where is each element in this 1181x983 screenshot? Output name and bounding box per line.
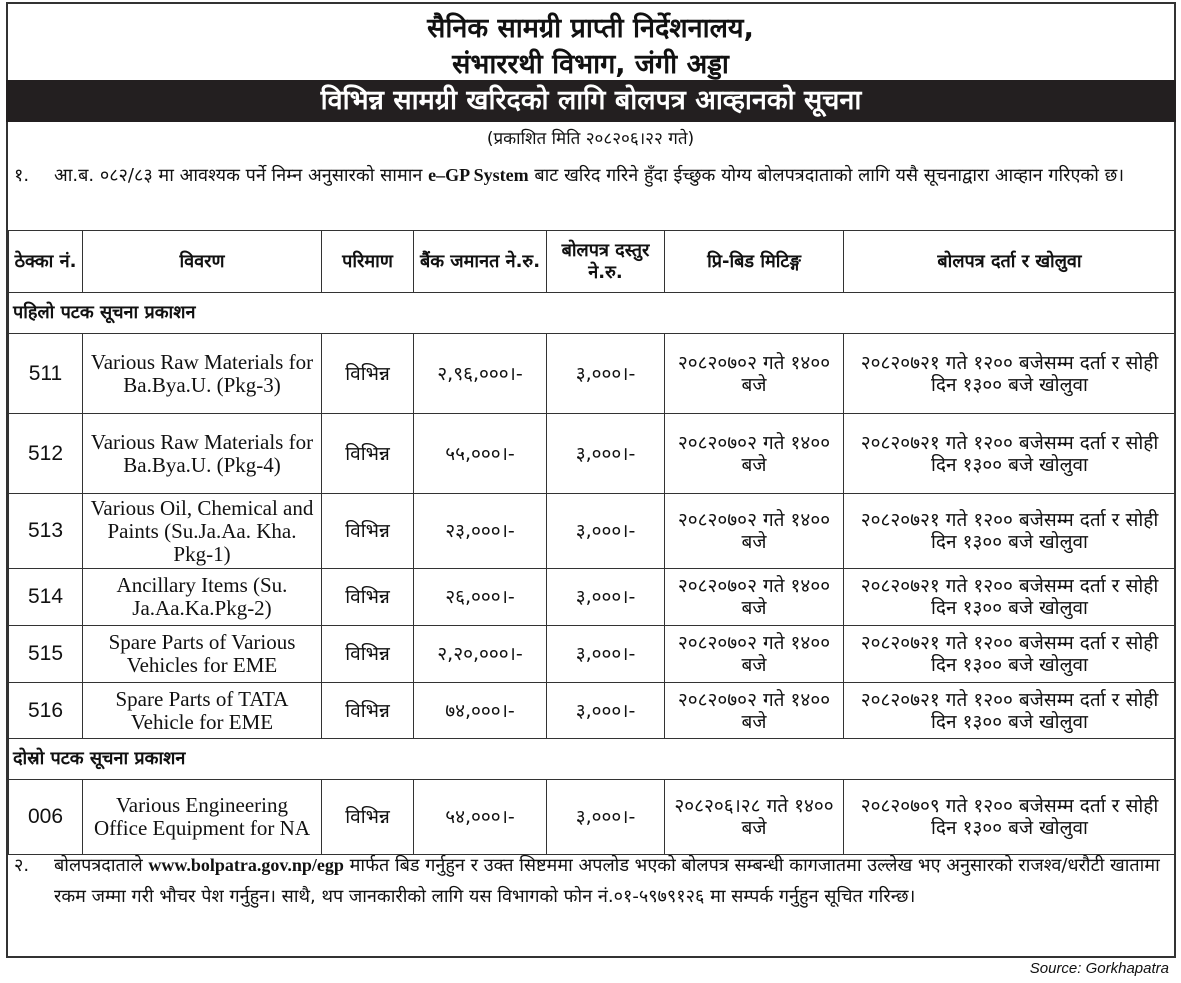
cell-no: 513 bbox=[9, 494, 83, 569]
cell-bank: ७४,०००।- bbox=[414, 683, 547, 739]
cell-qty: विभिन्न bbox=[322, 334, 414, 414]
published-date: (प्रकाशित मिति २०८२०६।२२ गते) bbox=[486, 129, 695, 149]
cell-fee: ३,०००।- bbox=[547, 334, 665, 414]
cell-open: २०८२०७२१ गते १२०० बजेसम्म दर्ता र सोही दिन १३०० बजे खोलुवा bbox=[844, 626, 1176, 683]
cell-desc: Various Engineering Office Equipment for NA bbox=[83, 780, 322, 855]
table-row bbox=[9, 494, 1176, 569]
cell-open: २०८२०७२१ गते १२०० बजेसम्म दर्ता र सोही दिन १३०० बजे खोलुवा bbox=[844, 683, 1176, 739]
cell-desc: Various Raw Materials for Ba.Bya.U. (Pkg-4) bbox=[83, 414, 322, 494]
cell-qty: विभिन्न bbox=[322, 626, 414, 683]
cell-prebid: २०८२०७०२ गते १४०० बजे bbox=[665, 569, 844, 626]
cell-open: २०८२०७२१ गते १२०० बजेसम्म दर्ता र सोही दिन १३०० बजे खोलुवा bbox=[844, 569, 1176, 626]
cell-no: 006 bbox=[9, 780, 83, 855]
cell-bank: ५४,०००।- bbox=[414, 780, 547, 855]
cell-desc: Ancillary Items (Su. Ja.Aa.Ka.Pkg-2) bbox=[83, 569, 322, 626]
cell-qty: विभिन्न bbox=[322, 494, 414, 569]
cell-prebid: २०८२०७०२ गते १४०० बजे bbox=[665, 626, 844, 683]
cell-open: २०८२०७२१ गते १२०० बजेसम्म दर्ता र सोही दिन १३०० बजे खोलुवा bbox=[844, 414, 1176, 494]
cell-no: 514 bbox=[9, 569, 83, 626]
cell-fee: ३,०००।- bbox=[547, 780, 665, 855]
cell-prebid: २०८२०७०२ गते १४०० बजे bbox=[665, 334, 844, 414]
cell-fee: ३,०००।- bbox=[547, 683, 665, 739]
section-first: पहिलो पटक सूचना प्रकाशन bbox=[9, 293, 1176, 334]
cell-prebid: २०८२०७०२ गते १४०० बजे bbox=[665, 494, 844, 569]
table-row bbox=[9, 626, 1176, 683]
section-second: दोस्रो पटक सूचना प्रकाशन bbox=[9, 739, 1176, 780]
table-row bbox=[9, 414, 1176, 494]
cell-fee: ३,०००।- bbox=[547, 494, 665, 569]
table-row bbox=[9, 569, 1176, 626]
table-row bbox=[9, 780, 1176, 855]
cell-no: 516 bbox=[9, 683, 83, 739]
cell-qty: विभिन्न bbox=[322, 683, 414, 739]
cell-fee: ३,०००।- bbox=[547, 414, 665, 494]
cell-bank: ५५,०००।- bbox=[414, 414, 547, 494]
cell-fee: ३,०००।- bbox=[547, 569, 665, 626]
cell-fee: ३,०००।- bbox=[547, 626, 665, 683]
cell-prebid: २०८२०७०२ गते १४०० बजे bbox=[665, 683, 844, 739]
cell-desc: Various Raw Materials for Ba.Bya.U. (Pkg-3) bbox=[83, 334, 322, 414]
cell-no: 515 bbox=[9, 626, 83, 683]
source-credit: Source: Gorkhapatra bbox=[1029, 960, 1169, 977]
paragraph-1: १. आ.ब. ०८२/८३ मा आवश्यक पर्ने निम्न अनुसारको सामान e–GP System बाट खरिद गरिने हुँदा ईच्छुक योग्य बोलपत्रदाताको लागि यसै सूचनाद्वारा आव्हान गरिएको छ। bbox=[14, 165, 1125, 186]
table-header: ठेक्का नं. विवरण परिमाण बैंक जमानत ने.रु. बोलपत्र दस्तुर ने.रु. प्रि-बिड मिटिङ्ग बोलपत्र दर्ता र खोलुवा bbox=[9, 231, 1176, 293]
cell-bank: २३,०००।- bbox=[414, 494, 547, 569]
cell-prebid: २०८२०६।२८ गते १४०० बजे bbox=[665, 780, 844, 855]
cell-open: २०८२०७२१ गते १२०० बजेसम्म दर्ता र सोही दिन १३०० बजे खोलुवा bbox=[844, 334, 1176, 414]
cell-bank: २,९६,०००।- bbox=[414, 334, 547, 414]
cell-no: 512 bbox=[9, 414, 83, 494]
notice-title: विभिन्न सामग्री खरिदको लागि बोलपत्र आव्हानको सूचना bbox=[6, 80, 1176, 122]
cell-no: 511 bbox=[9, 334, 83, 414]
cell-desc: Spare Parts of TATA Vehicle for EME bbox=[83, 683, 322, 739]
cell-open: २०८२०७०९ गते १२०० बजेसम्म दर्ता र सोही दिन १३०० बजे खोलुवा bbox=[844, 780, 1176, 855]
table-row bbox=[9, 334, 1176, 414]
cell-qty: विभिन्न bbox=[322, 414, 414, 494]
cell-desc: Various Oil, Chemical and Paints (Su.Ja.Aa. Kha. Pkg-1) bbox=[83, 494, 322, 569]
cell-bank: २,२०,०००।- bbox=[414, 626, 547, 683]
org-department: संभाररथी विभाग, जंगी अड्डा bbox=[452, 49, 729, 80]
cell-open: २०८२०७२१ गते १२०० बजेसम्म दर्ता र सोही दिन १३०० बजे खोलुवा bbox=[844, 494, 1176, 569]
paragraph-2: २. बोलपत्रदाताले www.bolpatra.gov.np/egp मार्फत बिड गर्नुहुन र उक्त सिष्टममा अपलोड भएको बोलपत्र सम्बन्धी कागजातमा उल्लेख भए अनुसारको राजश्व/धरौटी खातामा रकम जम्मा गरी भौचर पेश गर्नुहुन। साथै, थप जानकारीको लागि यस विभागको फोन नं.०१-५९७९१२६ मा सम्पर्क गर्नुहुन सूचित गरिन्छ। bbox=[14, 855, 1160, 907]
cell-bank: २६,०००।- bbox=[414, 569, 547, 626]
tender-table bbox=[8, 230, 1176, 855]
cell-prebid: २०८२०७०२ गते १४०० बजे bbox=[665, 414, 844, 494]
cell-qty: विभिन्न bbox=[322, 569, 414, 626]
cell-qty: विभिन्न bbox=[322, 780, 414, 855]
org-name: सैनिक सामग्री प्राप्ती निर्देशनालय, bbox=[427, 13, 754, 44]
cell-desc: Spare Parts of Various Vehicles for EME bbox=[83, 626, 322, 683]
table-row bbox=[9, 683, 1176, 739]
